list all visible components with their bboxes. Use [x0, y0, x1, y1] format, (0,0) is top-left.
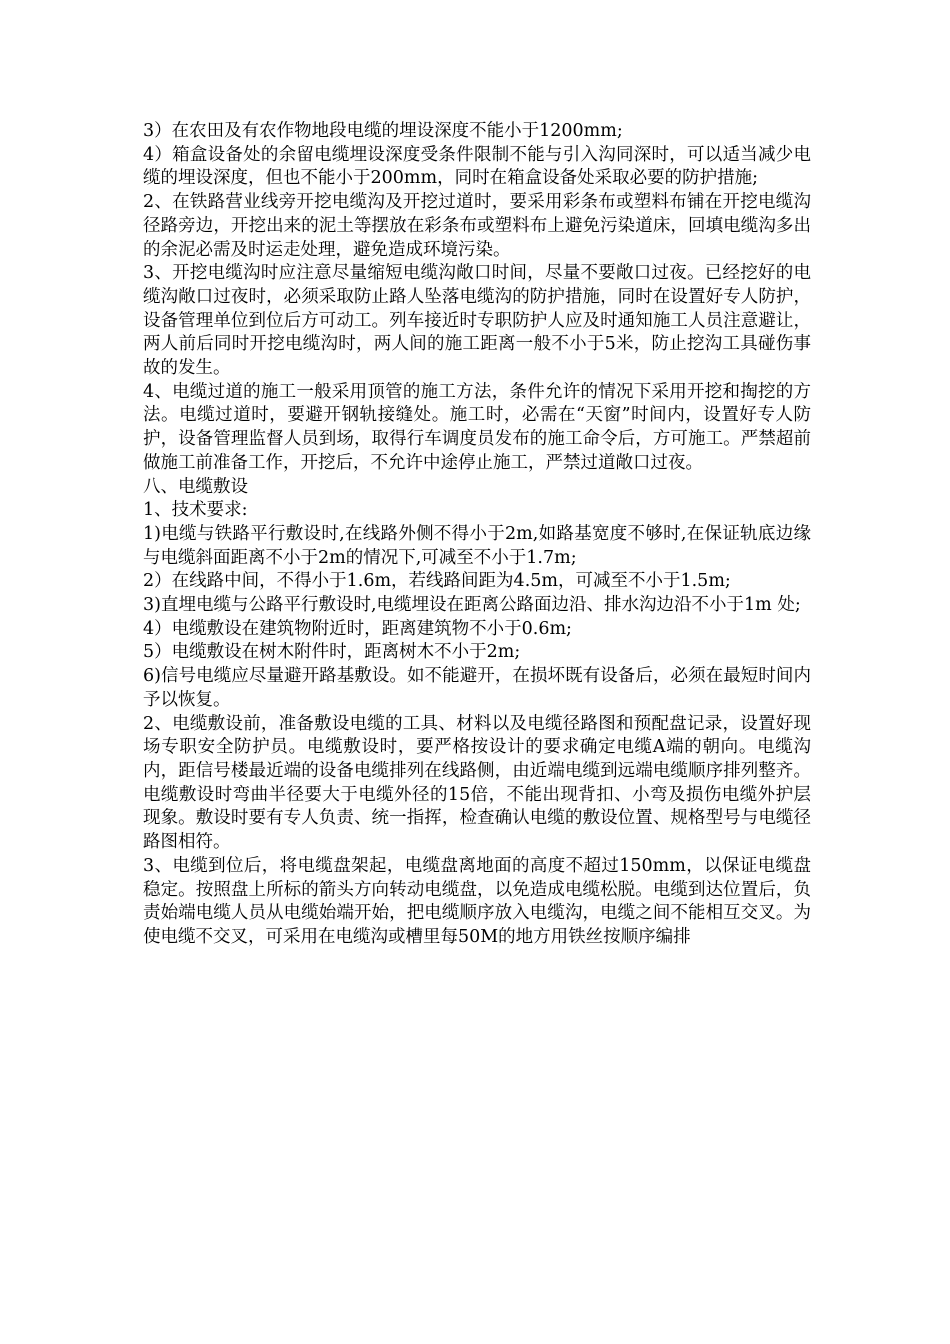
paragraph-trench-open-time: 3、开挖电缆沟时应注意尽量缩短电缆沟敞口时间，尽量不要敞口过夜。已经挖好的电缆沟敞口过夜时，必须采取防止路人坠落电缆沟的防护措施，同时在设置好专人防护，设备管理单位到位后方可动工。列车接近时专职防护人应及时通知施工人员注意避让，两人前后同时开挖电缆沟时，两人间的施工距离一般不小于5米，防止挖沟工具碰伤事故的发生。 [143, 263, 811, 379]
subheading-technical-requirements: 1、技术要求: [143, 500, 248, 521]
requirement-item-4: 4）电缆敷设在建筑物附近时，距离建筑物不小于0.6m; [143, 618, 572, 639]
paragraph-cable-reel-setup: 3、电缆到位后，将电缆盘架起，电缆盘离地面的高度不超过150mm，以保证电缆盘稳定。按照盘上所标的箭头方向转动电缆盘，以免造成电缆松脱。电缆到达位置后，负责始端电缆人员从电缆始端开始，把电缆顺序放入电缆沟，电缆之间不能相互交叉。为使电缆不交叉，可采用在电缆沟或槽里每50M的地方用铁丝按顺序编排 [143, 855, 811, 947]
requirement-item-2: 2）在线路中间，不得小于1.6m，若线路间距为4.5m，可减至不小于1.5m; [143, 571, 731, 592]
paragraph-trench-excavation: 2、在铁路营业线旁开挖电缆沟及开挖过道时，要采用彩条布或塑料布铺在开挖电缆沟径路旁边，开挖出来的泥土等摆放在彩条布或塑料布上避免污染道床，回填电缆沟多出的余泥必需及时运走处理，避免造成环境污染。 [143, 192, 811, 260]
paragraph-burial-depth-farmland: 3）在农田及有农作物地段电缆的埋设深度不能小于1200mm; [143, 121, 623, 141]
requirement-item-5: 5）电缆敷设在树木附件时，距离树木不小于2m; [143, 642, 521, 663]
requirement-item-1: 1)电缆与铁路平行敷设时,在线路外侧不得小于2m,如路基宽度不够时,在保证轨底边缘与电缆斜面距离不小于2m的情况下,可减至不小于1.7m; [143, 523, 811, 568]
requirement-item-6: 6)信号电缆应尽量避开路基敷设。如不能避开，在损坏既有设备后，必须在最短时间内予以恢复。 [143, 666, 811, 710]
section-heading-cable-laying: 八、电缆敷设 [143, 476, 248, 497]
paragraph-burial-depth-box: 4）箱盒设备处的余留电缆埋设深度受条件限制不能与引入沟同深时，可以适当减少电缆的埋设深度，但也不能小于200mm，同时在箱盒设备处采取必要的防护措施; [143, 144, 811, 189]
requirement-item-3: 3)直埋电缆与公路平行敷设时,电缆埋设在距离公路面边沿、排水沟边沿不小于1m 处; [143, 595, 801, 616]
document-page [143, 120, 811, 950]
paragraph-laying-preparation: 2、电缆敷设前，准备敷设电缆的工具、材料以及电缆径路图和预配盘记录，设置好现场专职安全防护员。电缆敷设时，要严格按设计的要求确定电缆A端的朝向。电缆沟内，距信号楼最近端的设备电缆排列在线路侧，由近端电缆到远端电缆顺序排列整齐。电缆敷设时弯曲半径要大于电缆外径的15倍，不能出现背扣、小弯及损伤电缆外护层现象。敷设时要有专人负责、统一指挥，检查确认电缆的敷设位置、规格型号与电缆径路图相符。 [143, 713, 811, 853]
paragraph-cable-crossing: 4、电缆过道的施工一般采用顶管的施工方法，条件允许的情况下采用开挖和掏挖的方法。电缆过道时，要避开钢轨接缝处。施工时，必需在“天窗”时间内，设置好专人防护，设备管理监督人员到场，取得行车调度员发布的施工命令后，方可施工。严禁超前做施工前准备工作，开挖后，不允许中途停止施工，严禁过道敞口过夜。 [143, 381, 811, 473]
